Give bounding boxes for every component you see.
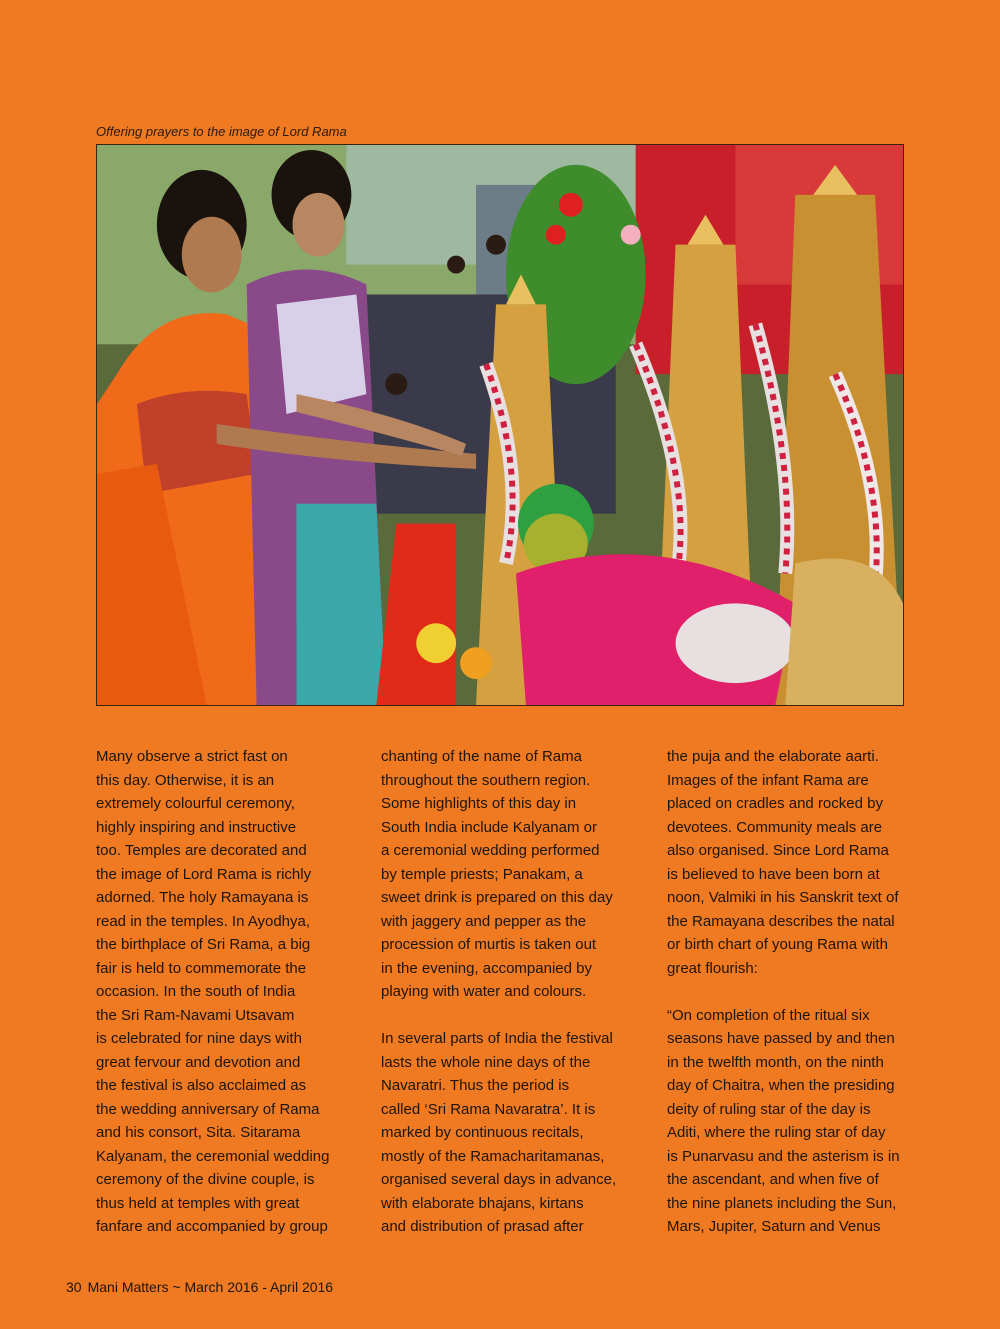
text-line: In several parts of India the festival [381,1030,613,1047]
text-line: the image of Lord Rama is richly [96,865,312,883]
text-line: Aditi, where the ruling star of day [667,1124,886,1141]
text-line: Kalyanam, the ceremonial wedding [96,1147,330,1165]
text-line: adorned. The holy Ramayana is [96,889,309,906]
text-line: in the twelfth month, on the ninth [667,1053,884,1071]
photo-caption: Offering prayers to the image of Lord Rama [96,124,347,139]
text-line: by temple priests; Panakam, a [381,865,583,883]
text-line: Images of the infant Rama are [667,771,869,789]
text-line: fanfare and accompanied by group [96,1218,328,1235]
text-line: too. Temples are decorated and [96,842,307,859]
text-line: great flourish: [667,959,758,977]
text-line: noon, Valmiki in his Sanskrit text of [667,889,899,906]
text-line: the ascendant, and when five of [667,1171,879,1188]
text-line: this day. Otherwise, it is an [96,771,275,789]
text-line: the wedding anniversary of Rama [96,1100,320,1118]
text-line: day of Chaitra, when the presiding [667,1077,895,1094]
page-number: 30 [66,1279,82,1295]
text-line: playing with water and colours. [381,983,587,1000]
text-line: is believed to have been born at [667,865,880,883]
text-line: sweet drink is prepared on this day [381,889,613,906]
text-line: the nine planets including the Sun, [667,1194,897,1212]
text-line: Some highlights of this day in [381,795,577,812]
text-line: occasion. In the south of India [96,983,296,1000]
text-line: called ‘Sri Rama Navaratra’. It is [381,1100,596,1118]
paragraph-break [381,1004,629,1028]
text-line: the puja and the elaborate aarti. [667,748,879,765]
text-line: South India include Kalyanam or [381,818,597,836]
text-line: “On completion of the ritual six [667,1006,870,1024]
text-line: in the evening, accompanied by [381,959,592,977]
text-line: chanting of the name of Rama [381,748,582,765]
text-line: the Sri Ram-Navami Utsavam [96,1006,295,1024]
text-line: marked by continuous recitals, [381,1124,584,1141]
text-line: lasts the whole nine days of the [381,1053,591,1071]
text-line: great fervour and devotion and [96,1053,301,1071]
text-line: or birth chart of young Rama with [667,936,888,953]
text-line: fair is held to commemorate the [96,959,307,977]
text-line: with elaborate bhajans, kirtans [381,1194,584,1212]
text-line: seasons have passed by and then [667,1030,895,1047]
text-column-1 [96,745,344,1239]
text-line: deity of ruling star of the day is [667,1100,871,1118]
text-line: Many observe a strict fast on [96,748,288,765]
text-line: and his consort, Sita. Sitarama [96,1124,301,1141]
text-line: organised several days in advance, [381,1171,617,1188]
text-line: Mars, Jupiter, Saturn and Venus [667,1218,881,1235]
text-line: ceremony of the divine couple, is [96,1171,315,1188]
publication-title: Mani Matters ~ March 2016 - April 2016 [87,1279,334,1295]
text-line: and distribution of prasad after [381,1218,584,1235]
text-line: a ceremonial wedding performed [381,842,600,859]
text-line: Navaratri. Thus the period is [381,1077,570,1094]
page-footer [66,1279,333,1295]
text-line: the birthplace of Sri Rama, a big [96,936,311,953]
text-column-2 [381,745,629,1239]
paragraph-break [667,980,915,1004]
text-line: is celebrated for nine days with [96,1030,302,1047]
text-line: highly inspiring and instructive [96,818,297,836]
text-line: also organised. Since Lord Rama [667,842,889,859]
text-line: throughout the southern region. [381,771,591,789]
feature-photo [96,144,904,706]
text-line: thus held at temples with great [96,1194,300,1212]
text-line: is Punarvasu and the asterism is in [667,1147,900,1165]
text-line: placed on cradles and rocked by [667,795,883,812]
text-line: with jaggery and pepper as the [381,912,587,930]
photo-worship-scene-icon [97,145,903,705]
text-line: devotees. Community meals are [667,818,883,836]
text-line: the festival is also acclaimed as [96,1077,307,1094]
text-column-3 [667,745,915,1239]
text-line: mostly of the Ramacharitamanas, [381,1147,605,1165]
text-line: procession of murtis is taken out [381,936,597,953]
text-line: the Ramayana describes the natal [667,912,895,930]
text-line: extremely colourful ceremony, [96,795,295,812]
text-line: read in the temples. In Ayodhya, [96,912,311,930]
